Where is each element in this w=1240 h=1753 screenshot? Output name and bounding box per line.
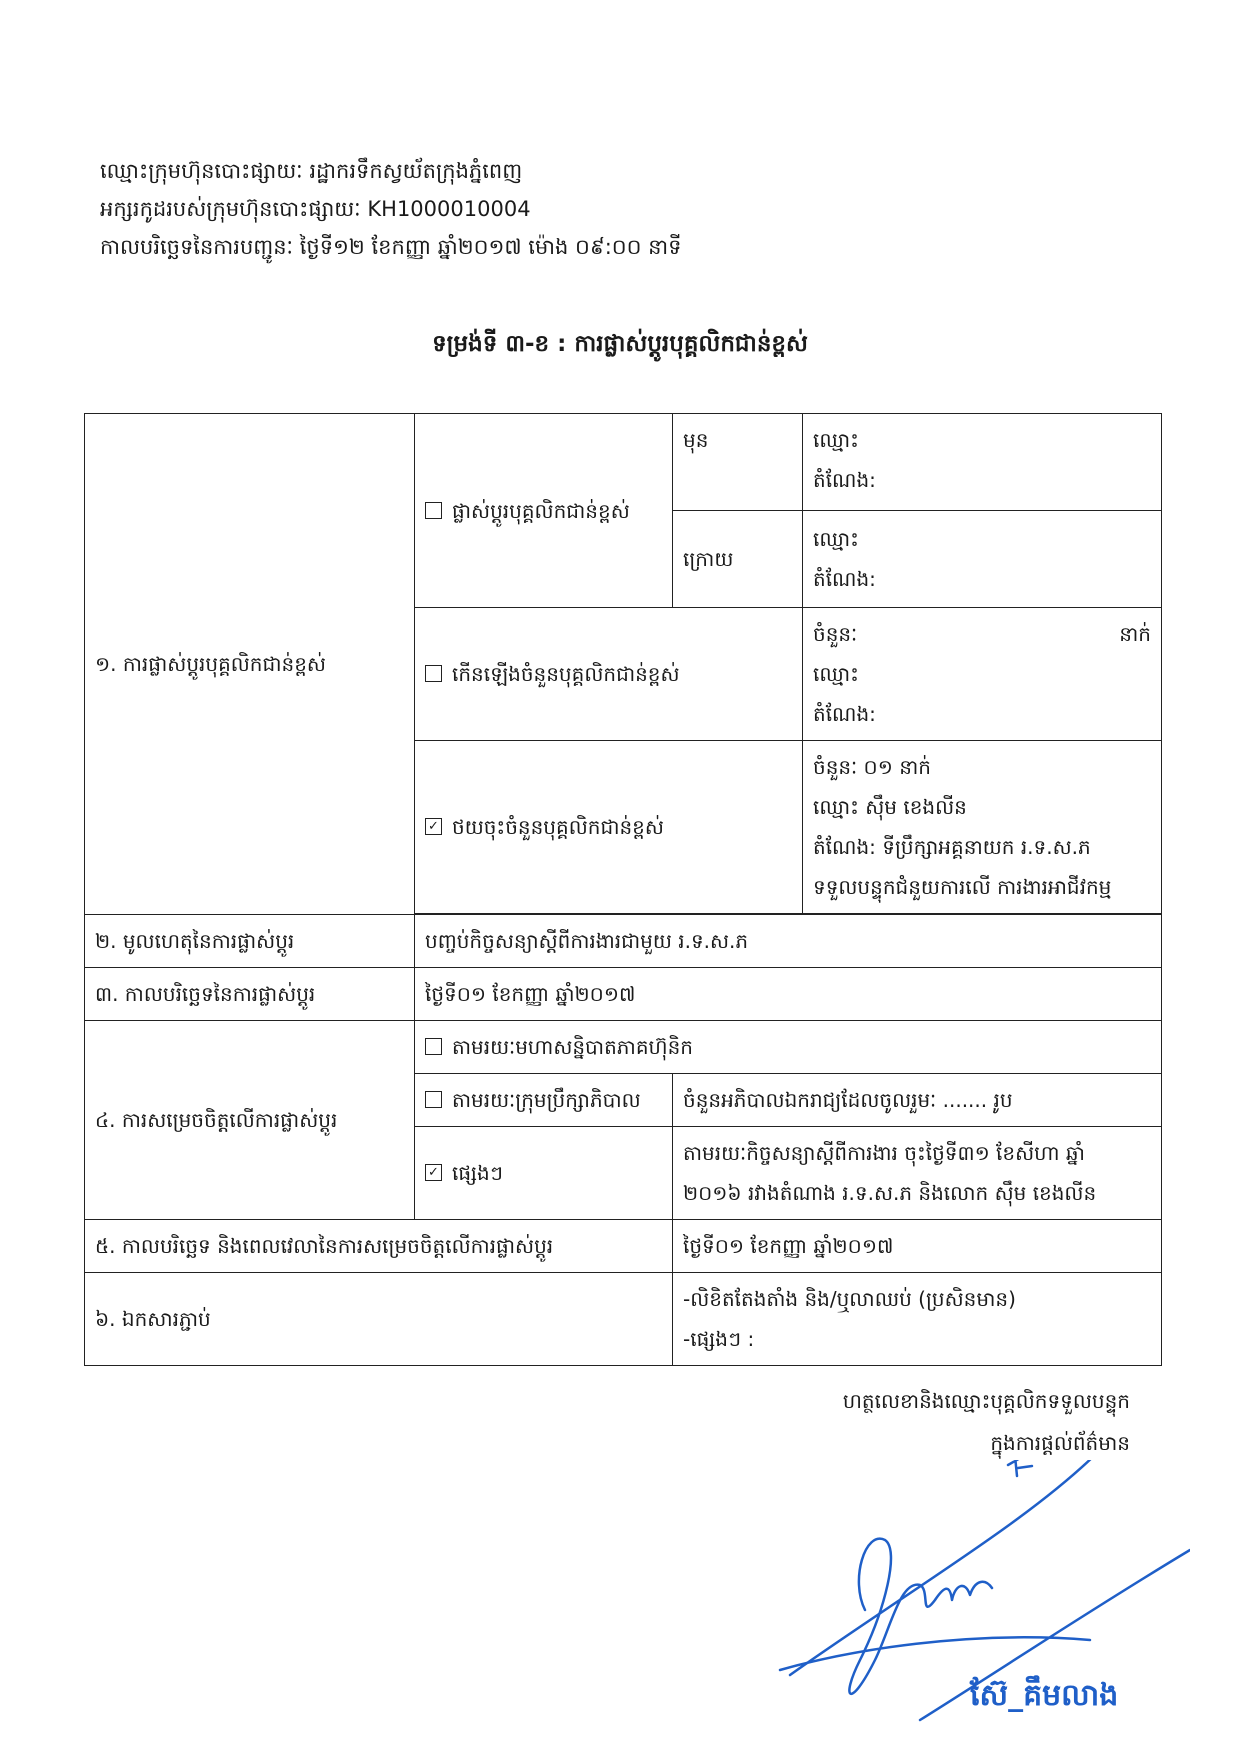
signer-name: ស៊ែ_គឹមលាង xyxy=(970,1678,1119,1713)
increase-option-label: កើនឡើងចំនួនបុគ្គលិកជាន់ខ្ពស់ xyxy=(452,662,680,686)
option-other-cell xyxy=(415,1127,673,1220)
after-position-label: តំណែង: xyxy=(813,567,876,591)
decrease-name: ឈ្មោះ ស៊ឹម ខេងលីន xyxy=(813,795,967,819)
decrease-checkbox[interactable]: ✓ xyxy=(425,818,442,835)
decrease-details xyxy=(803,741,1162,914)
company-code-line: អក្សរកូដរបស់ក្រុមហ៊ុនបោះផ្សាយៈ KH1000010004 xyxy=(100,197,531,221)
table-row xyxy=(85,1273,1162,1366)
signature-block xyxy=(770,1380,1190,1713)
option-shareholders-cell xyxy=(415,1021,1162,1074)
row5-label: ៥. កាលបរិច្ឆេទ និងពេលវេលានៃការសម្រេចចិត្តលើការផ្លាស់ប្តូរ xyxy=(85,1220,673,1273)
board-detail: ចំនួនអភិបាលឯករាជ្យដែលចូលរួមៈ ....... រូប xyxy=(673,1074,1162,1127)
signature-caption-line1: ហត្ថលេខានិងឈ្មោះបុគ្គលិកទទួលបន្ទុក xyxy=(842,1389,1130,1413)
signature-caption-line2: ក្នុងការផ្តល់ព័ត៌មាន xyxy=(990,1431,1130,1455)
after-label: ក្រោយ xyxy=(673,511,803,608)
signature-caption xyxy=(770,1380,1190,1464)
increase-details xyxy=(803,608,1162,741)
row5-value: ថ្ងៃទី០១ ខែកញ្ញា ឆ្នាំ២០១៧ xyxy=(673,1220,1162,1273)
before-name-label: ឈ្មោះ xyxy=(813,428,859,452)
option-change-cell xyxy=(415,414,673,608)
row4-label: ៤. ការសម្រេចចិត្តលើការផ្លាស់ប្តូរ xyxy=(85,1021,415,1220)
other-detail-line2: ២០១៦ រវាងតំណាង រ.ទ.ស.ភ និងលោក ស៊ឹម ខេងលីន xyxy=(683,1181,1097,1205)
table-row xyxy=(85,915,1162,968)
decrease-position: តំណែង: ទីប្រឹក្សាអគ្គនាយក រ.ទ.ស.ភ xyxy=(813,835,1091,859)
shareholders-checkbox[interactable] xyxy=(425,1038,442,1055)
other-detail-line1: តាមរយៈកិច្ចសន្យាស្តីពីការងារ ចុះថ្ងៃទី៣១ ខែសីហា ឆ្នាំ xyxy=(683,1141,1085,1165)
option-board-cell xyxy=(415,1074,673,1127)
attachment-item: -លិខិតតែងតាំង និង/ឬលាឈប់ (ប្រសិនមាន) xyxy=(683,1287,1016,1311)
before-label: មុន xyxy=(673,414,803,511)
submission-date-line: កាលបរិច្ឆេទនៃការបញ្ជូនៈ ថ្ងៃទី១២ ខែកញ្ញា ឆ្នាំ២០១៧ ម៉ោង ០៩:០០ នាទី xyxy=(100,235,682,259)
shareholders-option-label: តាមរយៈមហាសន្និបាតភាគហ៊ុនិក xyxy=(452,1035,693,1059)
other-checkbox[interactable]: ✓ xyxy=(425,1164,442,1181)
row6-attachments xyxy=(673,1273,1162,1366)
row3-value: ថ្ងៃទី០១ ខែកញ្ញា ឆ្នាំ២០១៧ xyxy=(415,968,1162,1021)
option-decrease-cell xyxy=(415,741,803,914)
row6-label: ៦. ឯកសារភ្ជាប់ xyxy=(85,1273,673,1366)
option-increase-cell xyxy=(415,608,803,741)
header-block xyxy=(100,152,682,266)
increase-checkbox[interactable] xyxy=(425,665,442,682)
table-row xyxy=(85,1220,1162,1273)
row3-label: ៣. កាលបរិច្ឆេទនៃការផ្លាស់ប្តូរ xyxy=(85,968,415,1021)
signature-slash-stroke xyxy=(790,1460,1100,1675)
increase-count-unit: នាក់ xyxy=(1119,622,1151,646)
row2-value: បញ្ចប់កិច្ចសន្យាស្តីពីការងារជាមួយ រ.ទ.ស.ភ xyxy=(415,915,1162,968)
form-title: ទម្រង់ទី ៣-ខ : ការផ្លាស់ប្តូរបុគ្គលិកជាន់ខ្ពស់ xyxy=(432,331,808,357)
other-option-label: ផ្សេងៗ xyxy=(452,1161,503,1185)
board-checkbox[interactable] xyxy=(425,1091,442,1108)
increase-position-label: តំណែង: xyxy=(813,702,876,726)
decrease-position-detail: ទទួលបន្ទុកជំនួយការលើ ការងារអាជីវកម្ម xyxy=(813,875,1112,899)
after-name-label: ឈ្មោះ xyxy=(813,527,859,551)
increase-count-row xyxy=(813,614,1151,654)
increase-name-label: ឈ្មោះ xyxy=(813,662,859,686)
before-position-label: តំណែង: xyxy=(813,468,876,492)
row1-label: ១. ការផ្លាស់ប្តូរបុគ្គលិកជាន់ខ្ពស់ xyxy=(85,414,415,915)
increase-count-label: ចំនួនៈ xyxy=(813,622,858,646)
table-row xyxy=(85,1021,1162,1074)
after-details xyxy=(803,511,1162,608)
decrease-count: ចំនួនៈ ០១ នាក់ xyxy=(813,755,931,779)
attachment-item: -ផ្សេងៗ : xyxy=(683,1327,755,1351)
table-row xyxy=(85,968,1162,1021)
decrease-option-label: ថយចុះចំនួនបុគ្គលិកជាន់ខ្ពស់ xyxy=(452,815,664,839)
company-name-line: ឈ្មោះក្រុមហ៊ុនបោះផ្សាយៈ រដ្ឋាករទឹកស្វយ័តក្រុងភ្នំពេញ xyxy=(100,159,523,183)
handwritten-signature xyxy=(770,1460,1190,1740)
signature-cursive-body xyxy=(849,1539,992,1694)
change-form-table xyxy=(84,413,1162,1366)
signature-initial-mark xyxy=(1008,1460,1032,1476)
change-checkbox[interactable] xyxy=(425,502,442,519)
change-option-label: ផ្លាស់ប្តូរបុគ្គលិកជាន់ខ្ពស់ xyxy=(452,498,630,523)
board-option-label: តាមរយៈក្រុមប្រឹក្សាភិបាល xyxy=(452,1088,641,1112)
before-details xyxy=(803,414,1162,511)
table-row xyxy=(85,414,1162,511)
other-detail xyxy=(673,1127,1162,1220)
row2-label: ២. មូលហេតុនៃការផ្លាស់ប្តូរ xyxy=(85,915,415,968)
